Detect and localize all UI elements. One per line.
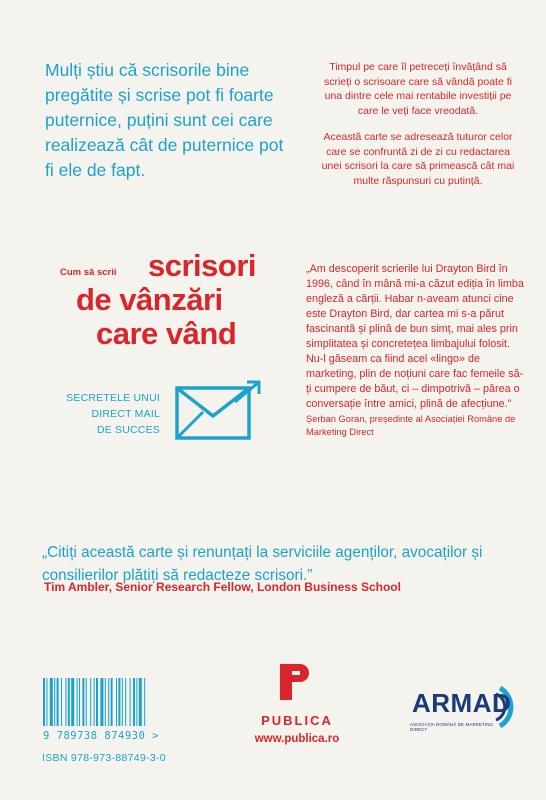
- testimonial-attribution: Șerban Goran, președinte al Asociației Române de Marketing Direct: [306, 414, 516, 437]
- armad-name: ARMAD: [412, 688, 512, 718]
- title-line-2: de vânzări: [76, 282, 223, 317]
- publisher-url[interactable]: www.publica.ro: [254, 733, 340, 745]
- book-title-block: [60, 245, 275, 455]
- featured-quote: „Citiți această carte și renunțați la serviciile agenților, avocaților și consilierilor plătiți să redacteze scrisori.”: [42, 544, 483, 584]
- armad-tagline: ASOCIAȚIA ROMÂNĂ DE MARKETING DIRECT: [410, 722, 494, 732]
- description-block: [318, 60, 518, 200]
- subtitle-line-2: DIRECT MAIL: [91, 408, 160, 420]
- title-line-1: scrisori: [148, 248, 257, 283]
- title-prefix: Cum să scrii: [60, 267, 117, 278]
- isbn-number: ISBN 978-973-88749-3-0: [42, 752, 166, 764]
- testimonial-quote: [306, 262, 526, 439]
- envelope-icon: [175, 380, 263, 442]
- publica-logo-icon: [278, 662, 310, 702]
- featured-quote-attribution: Tim Ambler, Senior Research Fellow, London Business School: [44, 580, 401, 594]
- subtitle-line-1: SECRETELE UNUI: [66, 392, 160, 404]
- publisher-name: PUBLICA: [261, 713, 333, 728]
- testimonial-text: „Am descoperit scrierile lui Drayton Bird în 1996, când în mână mi-a căzut ediția în limba engleză a cărții. Habar n-aveam atunci cine este Drayton Bird, dar cartea mi s-a părut fascinantă și plină de bun simț, mai ales prin simplitatea și concretețea limbajului folosit. Nu-l găseam ca fiind acel «lingo» de marketing, plin de noțiuni care fac femeile să-ți cumpere de băut, ci – dimpotrivă – părea o conversație între amici, plină de afecțiune.”: [306, 263, 524, 410]
- armad-logo: [408, 682, 518, 732]
- barcode-image: [41, 676, 181, 728]
- book-subtitle: [60, 390, 160, 438]
- description-paragraph-2: Această carte se adresează tuturor celor care se confruntă zi de zi cu redactarea unei scrisori la care să primească cât mai multe răspunsuri cu putință.: [321, 131, 515, 187]
- intro-text: Mulți știu că scrisorile bine pregătite și scrise pot fi foarte puternice, puțini sunt cei care realizează cât de puternice pot fi ele de fapt.: [45, 60, 284, 180]
- barcode-digits: 9 789738 874930 >: [43, 730, 159, 742]
- subtitle-line-3: DE SUCCES: [96, 424, 160, 436]
- description-paragraph-1: Timpul pe care îl petreceți învățând să scrieți o scrisoare care să vândă poate fi una dintre cele mai rentabile investiții pe care le veți face vreodată.: [324, 61, 512, 117]
- title-line-3: care vând: [96, 316, 237, 351]
